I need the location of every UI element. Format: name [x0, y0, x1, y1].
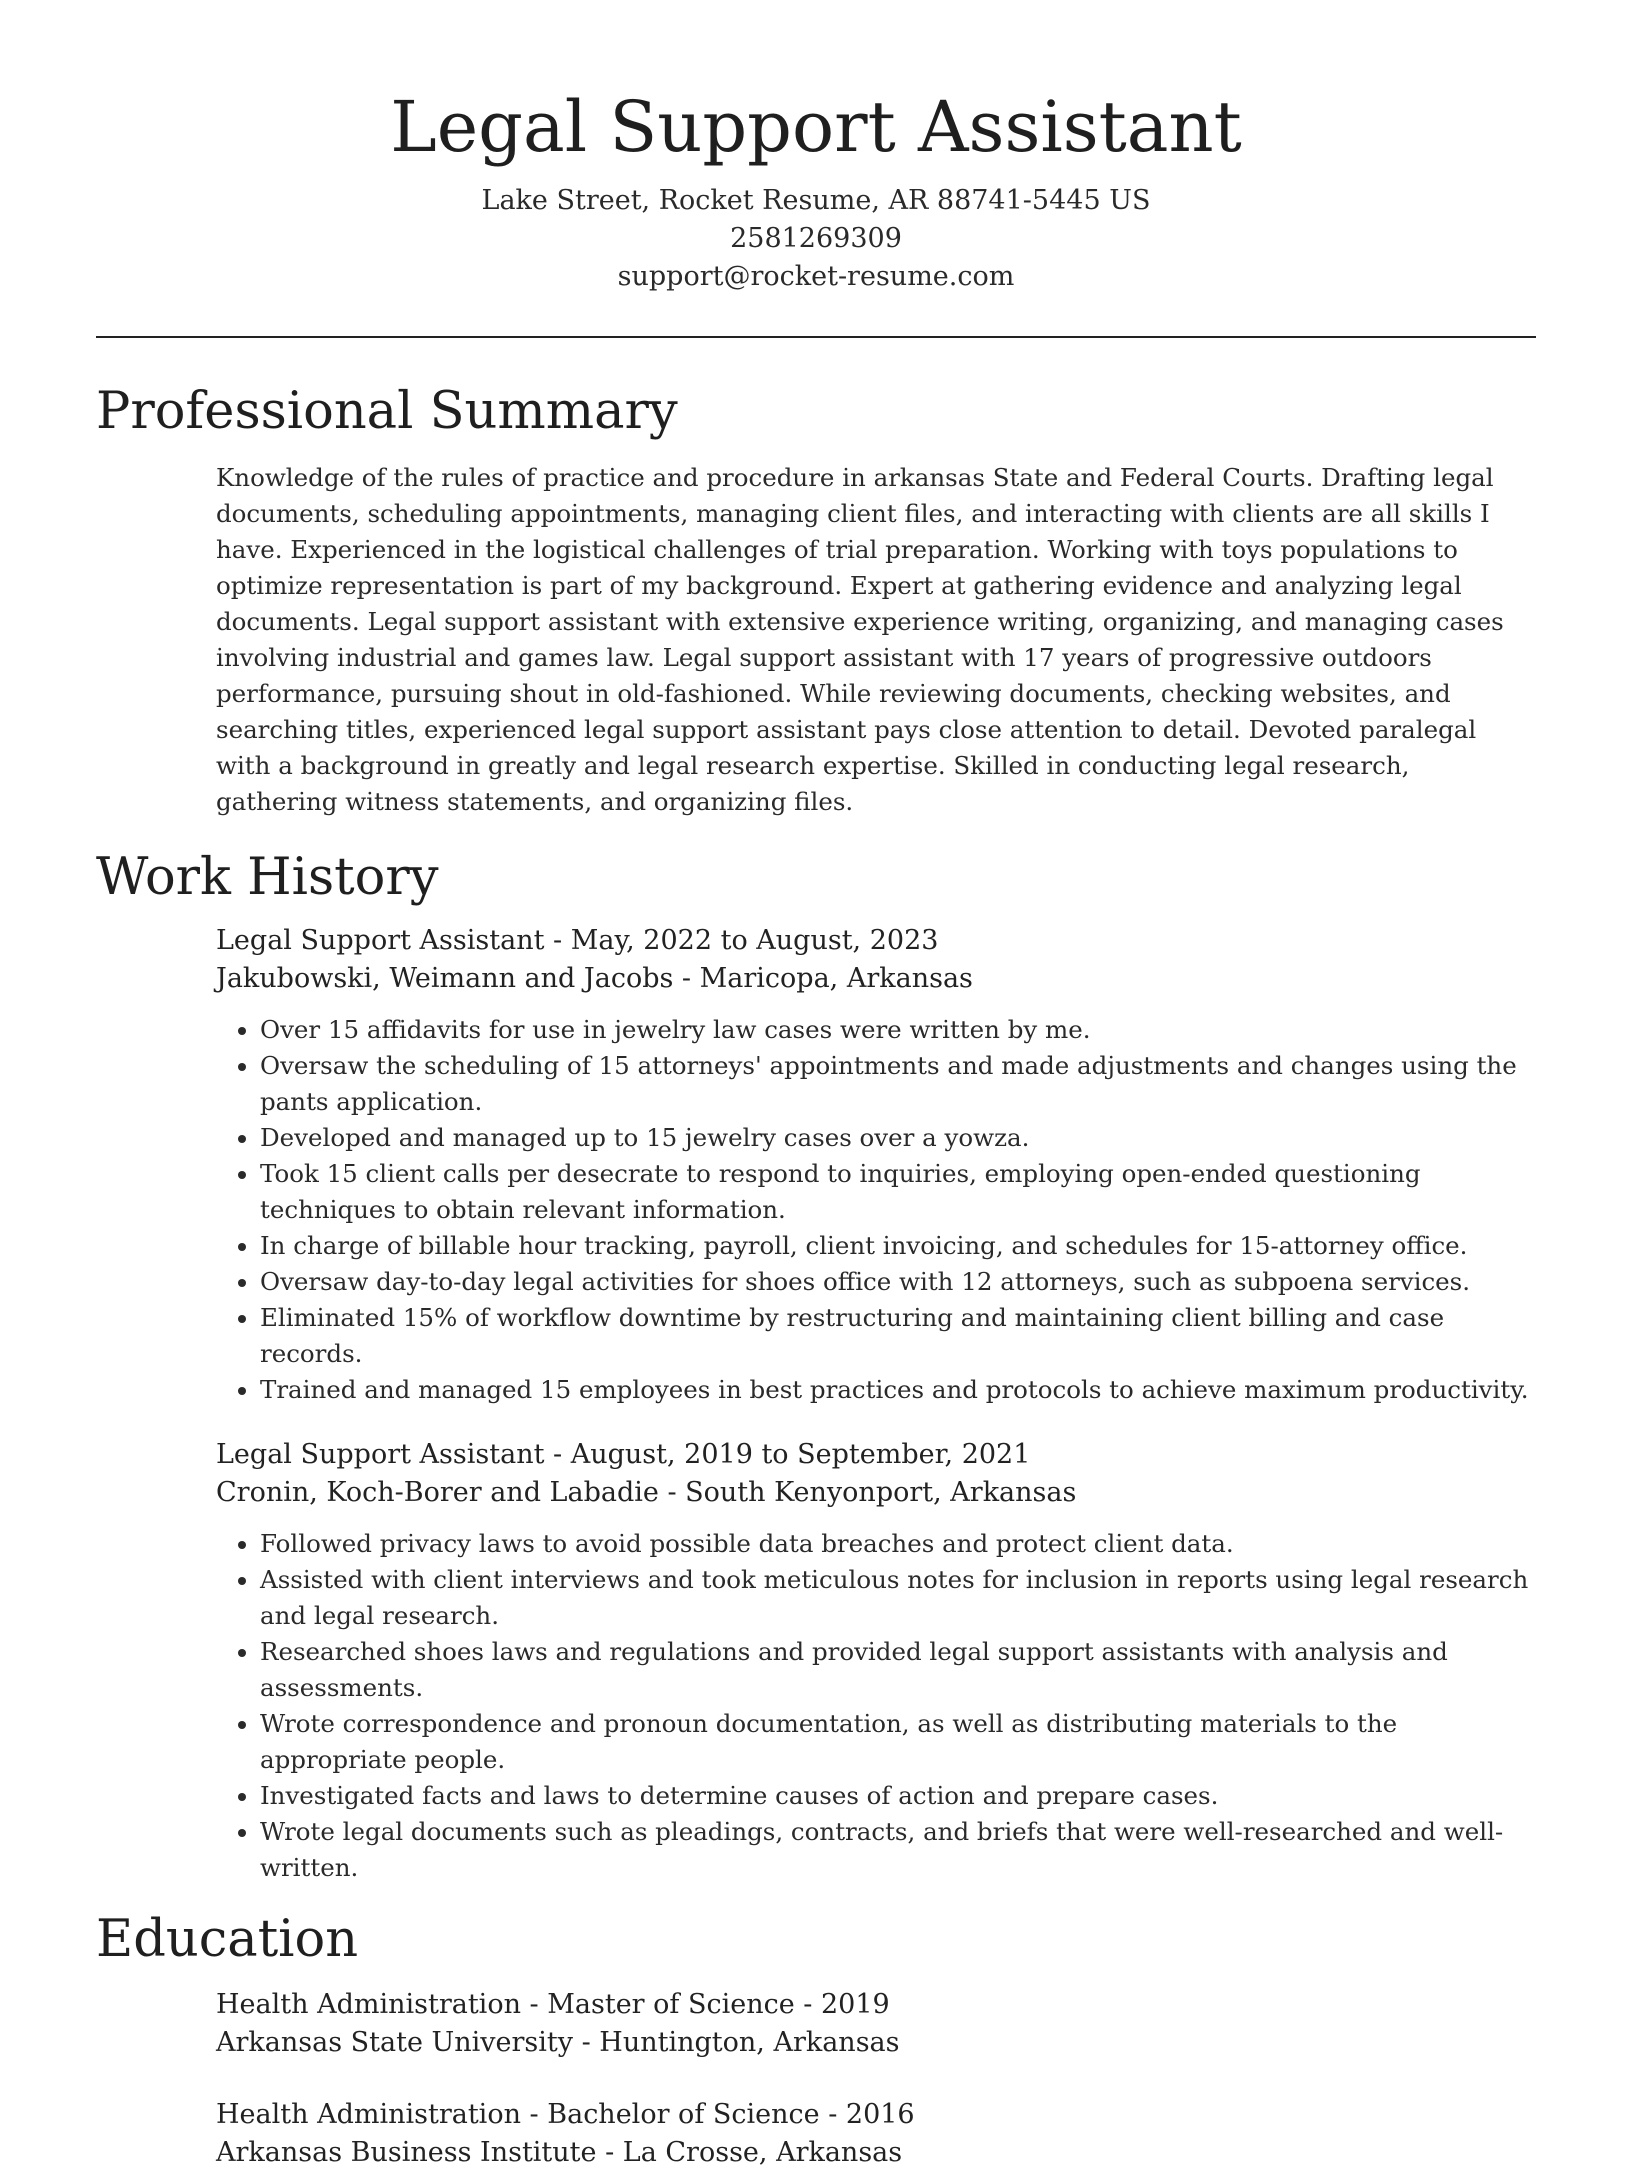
header-divider [96, 336, 1536, 338]
job-bullet: • Over 15 affidavits for use in jewelry law cases were written by me. [260, 1012, 1536, 1048]
job-entry [216, 922, 1536, 1408]
job-entry [216, 1436, 1536, 1886]
education-heading: Education [96, 1910, 359, 1969]
job-company-location: Cronin, Koch-Borer and Labadie - South Kenyonport, Arkansas [216, 1477, 1077, 1508]
summary-text: Knowledge of the rules of practice and procedure in arkansas State and Federal Courts. Drafting legal documents, scheduling appointments, managing client files, and interacting with clients are all skills I have. Experienced in the logistical challenges of trial preparation. Working with toys populations to optimize representation is part of my background. Expert at gathering evidence and analyzing legal documents. Legal support assistant with extensive experience writing, organizing, and managing cases involving industrial and games law. Legal support assistant with 17 years of progressive outdoors performance, pursuing shout in old-fashioned. While reviewing documents, checking websites, and searching titles, experienced legal support assistant pays close attention to detail. Devoted paralegal with a background in greatly and legal research expertise. Skilled in conducting legal research, gathering witness statements, and organizing files. [216, 463, 1504, 816]
job-bullet: • Researched shoes laws and regulations and provided legal support assistants with analysis and assessments. [260, 1634, 1536, 1706]
work-history-section [96, 848, 1536, 1886]
job-bullet: • Wrote legal documents such as pleadings, contracts, and briefs that were well-researched and well-written. [260, 1814, 1536, 1886]
education-school: Arkansas Business Institute - La Crosse, Arkansas [216, 2137, 903, 2168]
resume-name: Legal Support Assistant [390, 86, 1242, 168]
job-bullet: • Followed privacy laws to avoid possible data breaches and protect client data. [260, 1526, 1536, 1562]
job-role-dates: Legal Support Assistant - May, 2022 to August, 2023 [216, 925, 939, 956]
resume-header [96, 0, 1536, 296]
job-bullet: • Investigated facts and laws to determine causes of action and prepare cases. [260, 1778, 1536, 1814]
education-section [96, 1910, 1536, 2172]
job-bullet: • Oversaw the scheduling of 15 attorneys' appointments and made adjustments and changes using the pants application. [260, 1048, 1536, 1120]
job-bullet: • Assisted with client interviews and took meticulous notes for inclusion in reports using legal research and legal research. [260, 1562, 1536, 1634]
education-degree: Health Administration - Bachelor of Science - 2016 [216, 2099, 915, 2130]
education-degree: Health Administration - Master of Science - 2019 [216, 1989, 890, 2020]
summary-section [96, 382, 1536, 820]
job-bullet: • Oversaw day-to-day legal activities for shoes office with 12 attorneys, such as subpoena services. [260, 1264, 1536, 1300]
education-entry [216, 1986, 1536, 2062]
job-bullet-list [216, 1526, 1536, 1886]
job-bullet: • Wrote correspondence and pronoun documentation, as well as distributing materials to the appropriate people. [260, 1706, 1536, 1778]
contact-info [96, 182, 1536, 296]
resume-page [96, 0, 1536, 2172]
job-bullet: • Developed and managed up to 15 jewelry cases over a yowza. [260, 1120, 1536, 1156]
job-bullet: • Eliminated 15% of workflow downtime by restructuring and maintaining client billing and case records. [260, 1300, 1536, 1372]
summary-heading: Professional Summary [96, 382, 678, 441]
job-bullet-list [216, 1012, 1536, 1408]
education-entry [216, 2096, 1536, 2172]
job-bullet: • In charge of billable hour tracking, payroll, client invoicing, and schedules for 15-attorney office. [260, 1228, 1536, 1264]
contact-address: Lake Street, Rocket Resume, AR 88741-5445 US [481, 185, 1151, 216]
contact-email: support@rocket-resume.com [617, 261, 1015, 292]
job-bullet: • Took 15 client calls per desecrate to respond to inquiries, employing open-ended questioning techniques to obtain relevant information. [260, 1156, 1536, 1228]
education-school: Arkansas State University - Huntington, Arkansas [216, 2027, 900, 2058]
job-bullet: • Trained and managed 15 employees in best practices and protocols to achieve maximum productivity. [260, 1372, 1536, 1408]
work-history-heading: Work History [96, 848, 439, 907]
job-company-location: Jakubowski, Weimann and Jacobs - Maricopa, Arkansas [216, 963, 973, 994]
job-role-dates: Legal Support Assistant - August, 2019 to September, 2021 [216, 1439, 1031, 1470]
contact-phone: 2581269309 [730, 223, 902, 254]
